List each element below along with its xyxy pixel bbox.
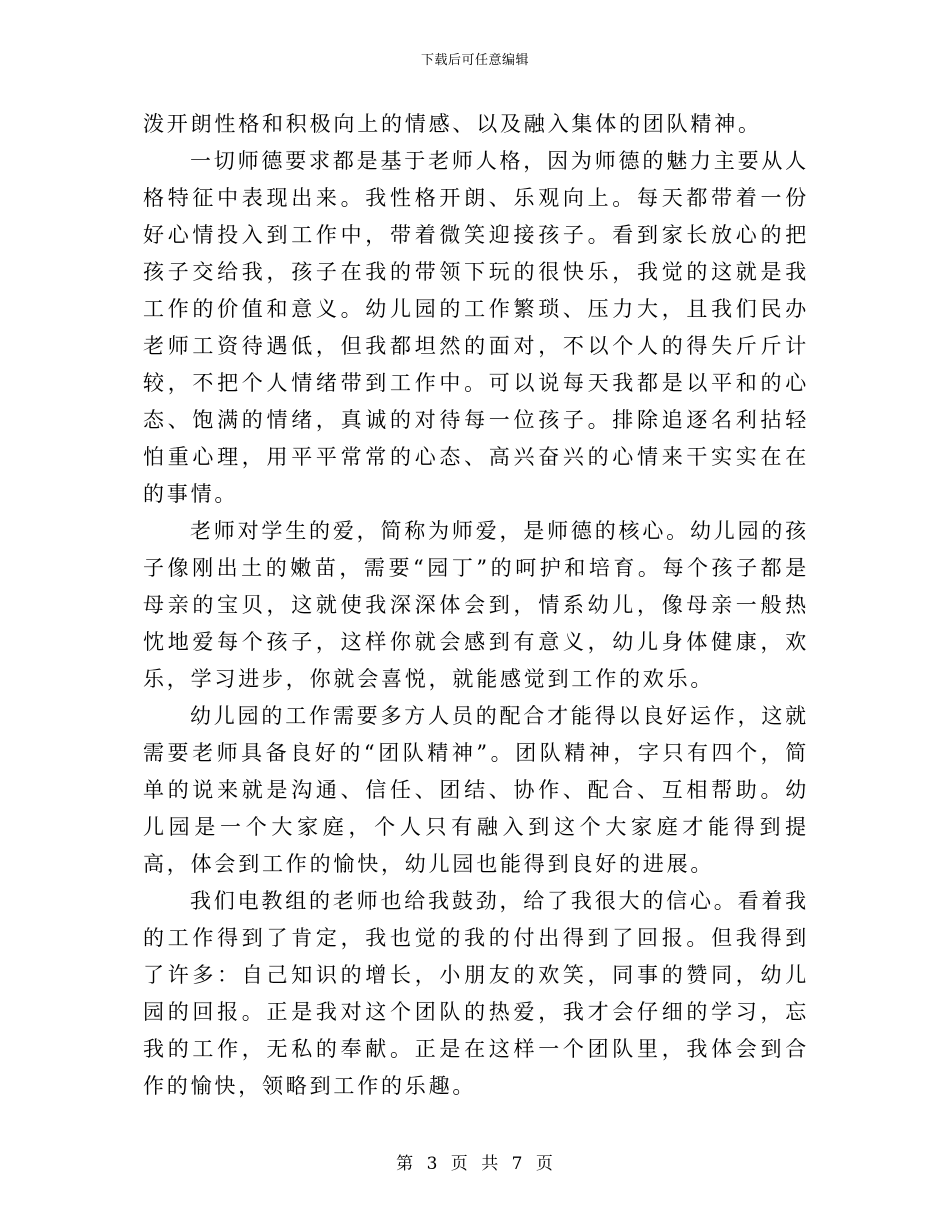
page-number: 第 3 页 共 7 页 xyxy=(396,1154,554,1174)
paragraph-team-spirit: 幼儿园的工作需要多方人员的配合才能得以良好运作，这就需要老师具备良好的“团队精神”。团队精神，字只有四个，简单的说来就是沟通、信任、团结、协作、配合、互相帮助。幼儿园是一个大家庭，个人只有融入到这个大家庭才能得到提高，体会到工作的愉快，幼儿园也能得到良好的进展。 xyxy=(143,704,809,876)
document-body xyxy=(143,106,809,1105)
page-header-note: 下载后可任意编辑 xyxy=(420,53,529,68)
paragraph-continuation: 泼开朗性格和积极向上的情感、以及融入集体的团队精神。 xyxy=(143,112,762,136)
paragraph-team-encouragement: 我们电教组的老师也给我鼓劲，给了我很大的信心。看着我的工作得到了肯定，我也觉的我的付出得到了回报。但我得到了许多：自己知识的增长，小朋友的欢笑，同事的赞同，幼儿园的回报。正是我对这个团队的热爱，我才会仔细的学习，忘我的工作，无私的奉献。正是在这样一个团队里，我体会到合作的愉快，领略到工作的乐趣。 xyxy=(143,889,809,1098)
paragraph-teacher-ethics: 一切师德要求都是基于老师人格，因为师德的魅力主要从人格特征中表现出来。我性格开朗、乐观向上。每天都带着一份好心情投入到工作中，带着微笑迎接孩子。看到家长放心的把孩子交给我，孩子在我的带领下玩的很快乐，我觉的这就是我工作的价值和意义。幼儿园的工作繁琐、压力大，且我们民办老师工资待遇低，但我都坦然的面对，不以个人的得失斤斤计较，不把个人情绪带到工作中。可以说每天我都是以平和的心态、饱满的情绪，真诚的对待每一位孩子。排除追逐名利拈轻怕重心理，用平平常常的心态、高兴奋兴的心情来干实实在在的事情。 xyxy=(143,149,809,506)
paragraph-teacher-love: 老师对学生的爱，简称为师爱，是师德的核心。幼儿园的孩子像刚出土的嫩苗，需要“园丁”的呵护和培育。每个孩子都是母亲的宝贝，这就使我深深体会到，情系幼儿，像母亲一般热忱地爱每个孩子，这样你就会感到有意义，幼儿身体健康，欢乐，学习进步，你就会喜悦，就能感觉到工作的欢乐。 xyxy=(143,519,809,691)
